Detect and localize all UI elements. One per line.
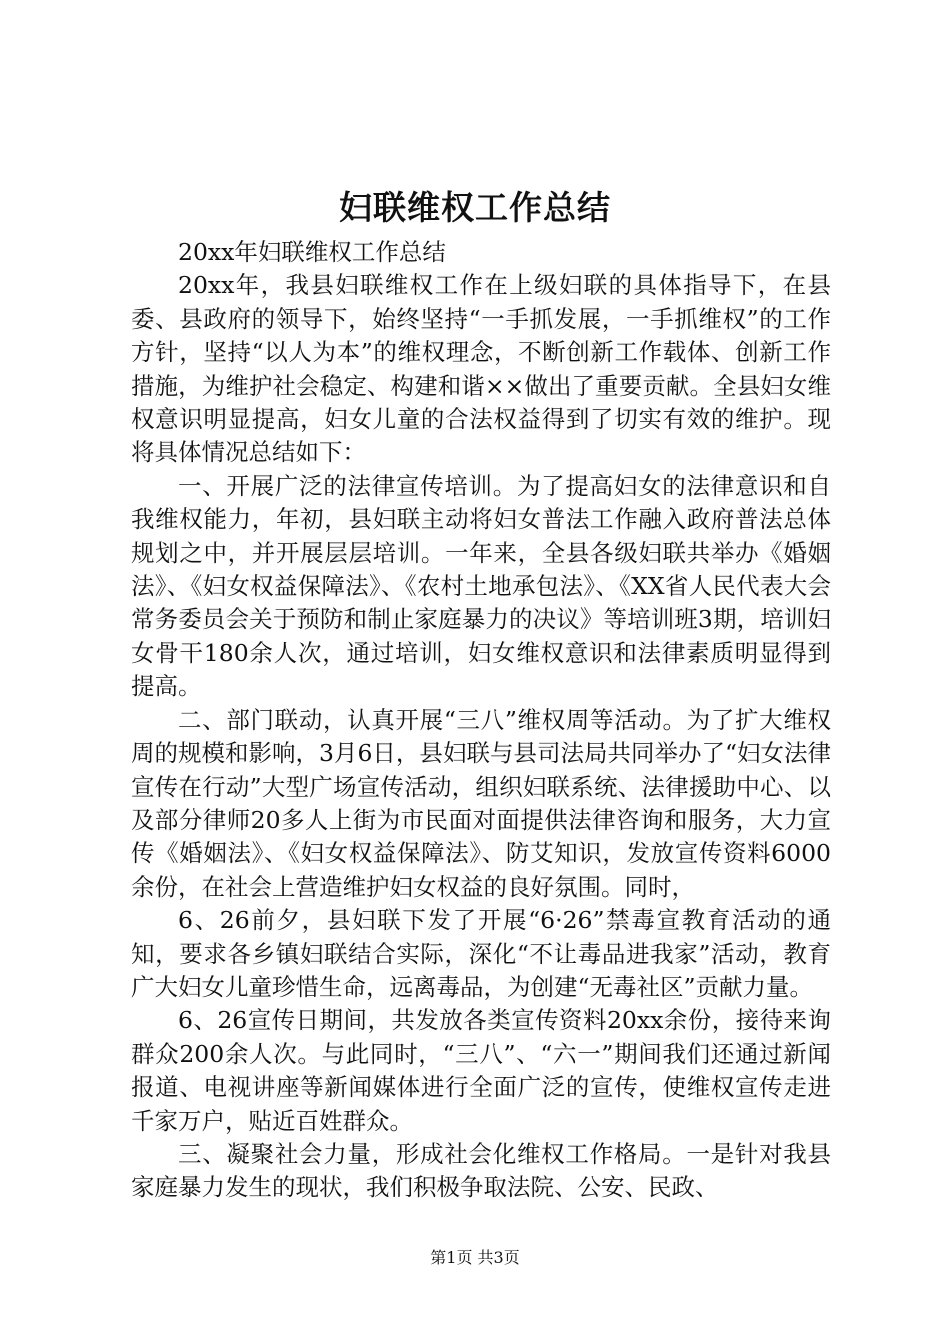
paragraph-section-3: 三、凝聚社会力量，形成社会化维权工作格局。一是针对我县家庭暴力发生的现状，我们积极争取法院、公安、民政、 [131, 1139, 831, 1202]
paragraph-publicity-day: 6、26宣传日期间，共发放各类宣传资料20xx余份，接待来询群众200余人次。与此同时，“三八”、“六一”期间我们还通过新闻报道、电视讲座等新闻媒体进行全面广泛的宣传，使维权宣传走进千家万户，贴近百姓群众。 [131, 1006, 831, 1135]
paragraph-subtitle: 20xx年妇联维权工作总结 [178, 238, 446, 266]
paragraph-anti-drug-notice: 6、26前夕，县妇联下发了开展“6·26”禁毒宣教育活动的通知，要求各乡镇妇联结合实际，深化“不让毒品进我家”活动，教育广大妇女儿童珍惜生命，远离毒品，为创建“无毒社区”贡献力量。 [131, 906, 831, 1001]
paragraph-section-2: 二、部门联动，认真开展“三八”维权周等活动。为了扩大维权周的规模和影响，3月6日，县妇联与县司法局共同举办了“妇女法律宣传在行动”大型广场宣传活动，组织妇联系统、法律援助中心、以及部分律师20多人上街为市民面对面提供法律咨询和服务，大力宣传《婚姻法》、《妇女权益保障法》、防艾知识，发放宣传资料6000余份，在社会上营造维护妇女权益的良好氛围。同时， [131, 705, 831, 901]
paragraph-section-1: 一、开展广泛的法律宣传培训。为了提高妇女的法律意识和自我维权能力，年初，县妇联主动将妇女普法工作融入政府普法总体规划之中，并开展层层培训。一年来，全县各级妇联共举办《婚姻法》、《妇女权益保障法》、《农村土地承包法》、《XX省人民代表大会常务委员会关于预防和制止家庭暴力的决议》等培训班3期，培训妇女骨干180余人次，通过培训，妇女维权意识和法律素质明显得到提高。 [131, 471, 831, 701]
document-body [131, 236, 831, 1205]
document-title: 妇联维权工作总结 [339, 188, 611, 227]
paragraph-intro: 20xx年，我县妇联维权工作在上级妇联的具体指导下，在县委、县政府的领导下，始终坚持“一手抓发展，一手抓维权”的工作方针，坚持“以人为本”的维权理念，不断创新工作载体、创新工作措施，为维护社会稳定、构建和谐××做出了重要贡献。全县妇女维权意识明显提高，妇女儿童的合法权益得到了切实有效的维护。现将具体情况总结如下： [131, 271, 831, 467]
page-footer: 第1页 共3页 [430, 1248, 520, 1267]
